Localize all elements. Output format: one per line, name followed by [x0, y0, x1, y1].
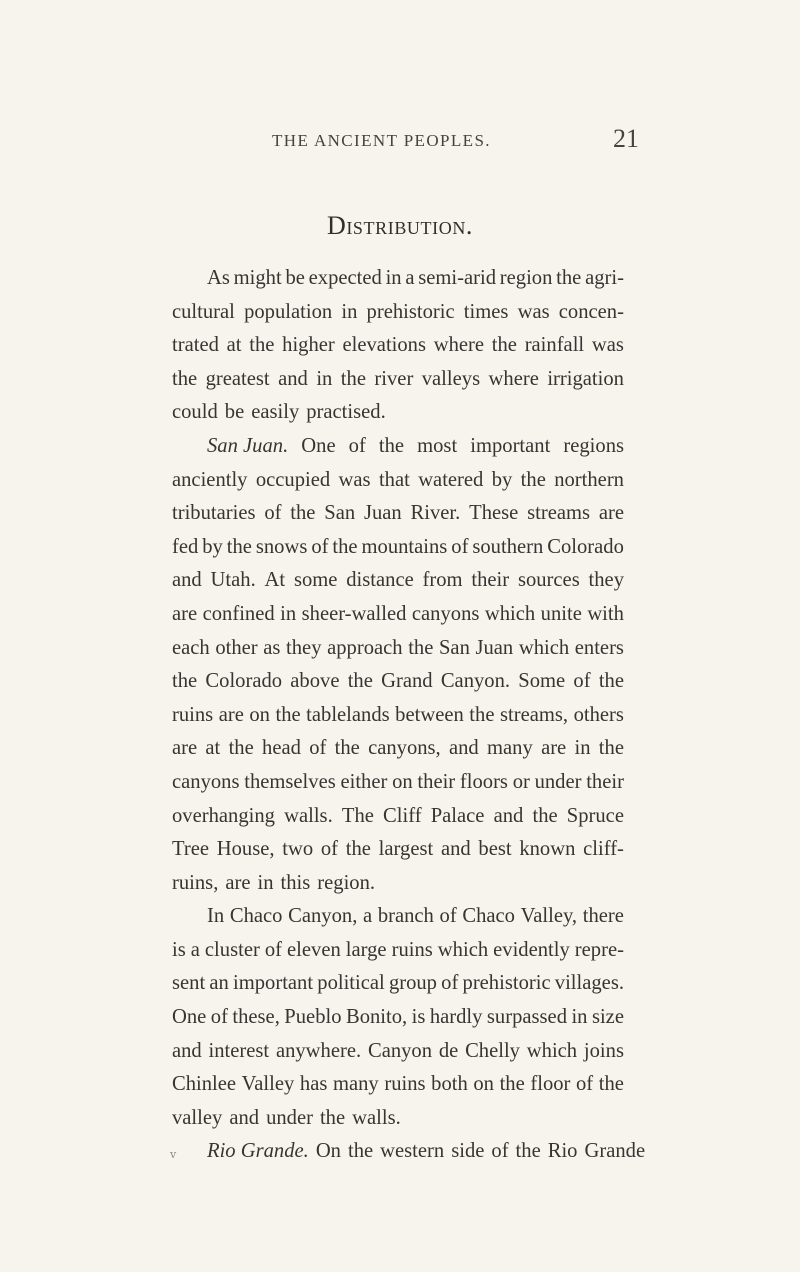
page-number: 21: [613, 124, 639, 153]
text-line: fed by the snows of the mountains of southern Colorado: [172, 535, 624, 558]
text-line: cultural population in prehistoric times was concen-: [172, 300, 624, 323]
text-line: canyons themselves either on their floors or under their: [172, 770, 624, 793]
side-heading: San Juan.: [207, 434, 289, 457]
text-line: Rio Grande. On the western side of the Rio Grande: [172, 1135, 624, 1169]
text-line: are confined in sheer-walled canyons which unite with: [172, 602, 624, 625]
text-line: One of these, Pueblo Bonito, is hardly surpassed in size: [172, 1006, 624, 1029]
side-heading: Rio Grande.: [207, 1140, 309, 1163]
running-head: THE ANCIENT PEOPLES.: [272, 131, 491, 150]
text-line: anciently occupied was that watered by the northern: [172, 468, 624, 491]
section-heading: [0, 211, 800, 241]
text-line: tributaries of the San Juan River. These streams are: [172, 502, 624, 525]
text-line: and interest anywhere. Canyon de Chelly which joins: [172, 1039, 624, 1062]
text-line: is a cluster of eleven large ruins which evidently repre-: [172, 938, 624, 961]
text-line: As might be expected in a semi-arid region the agri-: [207, 267, 624, 289]
section-heading-text: Distribution.: [326, 211, 474, 240]
text-line: the Colorado above the Grand Canyon. Some of the: [172, 670, 624, 693]
text-line: could be easily practised.: [172, 401, 386, 424]
text-line: ruins, are in this region.: [172, 871, 376, 894]
body-text: [172, 262, 646, 1169]
text-line: and Utah. At some distance from their sources they: [172, 569, 624, 592]
text-line: In Chaco Canyon, a branch of Chaco Valley, there: [207, 905, 624, 928]
printer-mark: v: [170, 1148, 177, 1161]
text-line: the greatest and in the river valleys where irrigation: [172, 367, 624, 390]
text-line: valley and under the walls.: [172, 1106, 401, 1129]
text-line: San Juan. One of the most important regions: [172, 430, 624, 464]
text-line: are at the head of the canyons, and many are in the: [172, 737, 624, 760]
text-line: overhanging walls. The Cliff Palace and the Spruce: [172, 804, 624, 827]
text-line: ruins are on the tablelands between the streams, others: [172, 703, 624, 726]
text-line: sent an important political group of prehistoric villages.: [172, 972, 624, 995]
text-line: Chinlee Valley has many ruins both on the floor of the: [172, 1073, 624, 1096]
text-line: each other as they approach the San Juan which enters: [172, 636, 624, 659]
text-line: trated at the higher elevations where the rainfall was: [172, 334, 624, 357]
text-line: Tree House, two of the largest and best known cliff-: [172, 838, 624, 861]
